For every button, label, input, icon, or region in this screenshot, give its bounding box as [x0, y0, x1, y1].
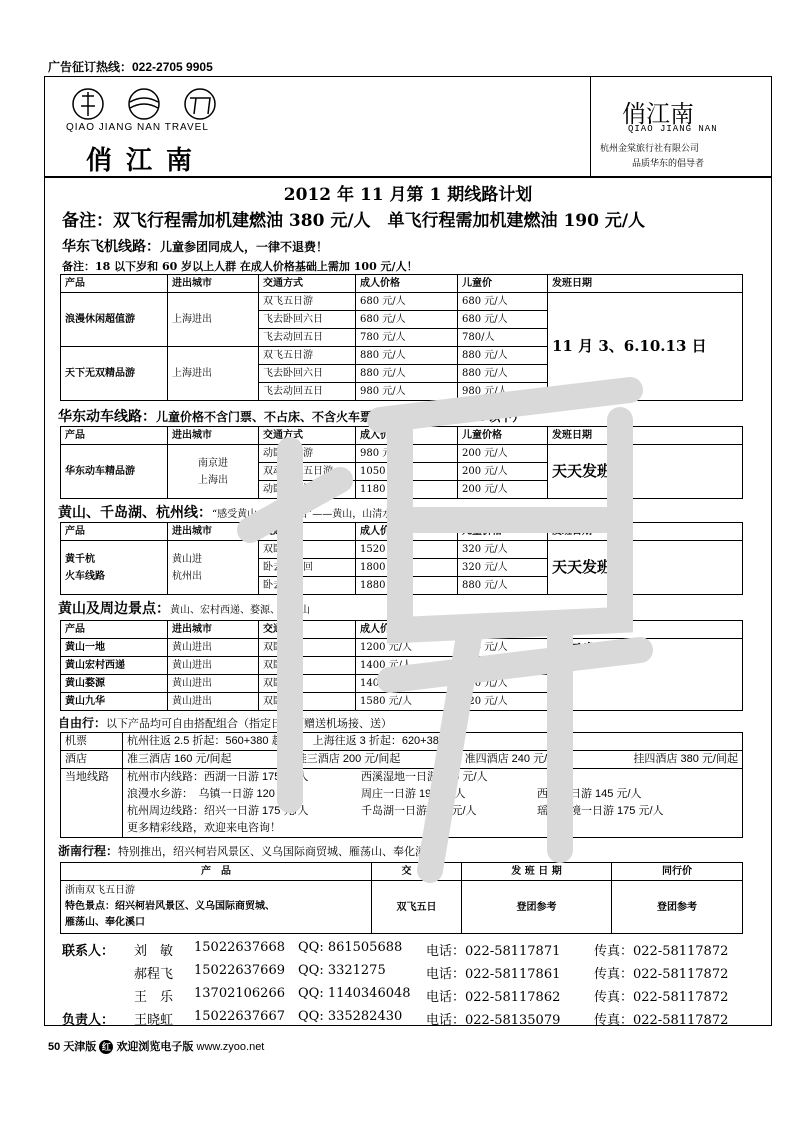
ticket-label: 机票 — [61, 733, 123, 751]
contact-role — [62, 963, 134, 982]
hotel-item: 挂三酒店 200 元/间起 — [295, 753, 401, 765]
contact-mobile: 15022637667 — [194, 1009, 285, 1024]
edition: 天津版 — [63, 1041, 97, 1053]
col-price: 同行价 — [612, 863, 743, 881]
flight-table — [60, 274, 743, 401]
departure-date: 登团参考 — [462, 881, 612, 934]
company-name: 杭州金棠旅行社有限公司 — [600, 144, 700, 154]
contact-role: 负责人： — [62, 1013, 115, 1028]
flight-heading-note: 儿童参团同成人，一律不退费！ — [160, 240, 329, 254]
local-line — [361, 820, 537, 837]
huangshan-heading — [58, 502, 552, 522]
adult-price: 880 元/人 — [356, 347, 458, 365]
child-price: 320 元/人 — [458, 559, 548, 577]
adult-price: 1050 元/人 — [356, 463, 458, 481]
local-line: 西溪湿地一日游 165 元/人 — [361, 771, 488, 783]
col-product: 产品 — [61, 621, 168, 639]
col-transport: 交通方式 — [259, 621, 356, 639]
contact-mobile: 13702106266 — [194, 986, 285, 1001]
free-heading-title: 自由行： — [58, 716, 107, 730]
col-adult: 成人价格 — [356, 621, 458, 639]
col-date: 发班日期 — [548, 621, 743, 639]
transport: 双飞五日游 — [259, 347, 356, 365]
contact-name: 郝程飞 — [134, 967, 174, 982]
adult-price: 1200 元/人 — [356, 639, 458, 657]
adult-price: 1880 元/人 — [356, 577, 458, 595]
col-transport: 交 通 — [372, 863, 462, 881]
flight-heading-title: 华东飞机线路： — [62, 239, 160, 255]
col-date: 发班日期 — [548, 427, 743, 445]
contact-fax: 传真：022-58117872 — [594, 944, 729, 959]
around-table — [60, 620, 743, 711]
header-divider — [590, 76, 591, 176]
city: 黄山进出 — [168, 675, 259, 693]
table-row — [61, 733, 743, 751]
contacts — [62, 940, 734, 1028]
transport: 双飞五日游 — [259, 293, 356, 311]
transport: 飞去动回五日 — [259, 329, 356, 347]
col-adult: 成人价格 — [356, 427, 458, 445]
logo-chinese: 俏江南 — [86, 146, 207, 176]
transport: 飞去卧回六日 — [259, 311, 356, 329]
page-title: 2012 年 11 月第 1 期线路计划 — [283, 185, 533, 205]
transport: 双动动车五日游 — [259, 463, 356, 481]
train-heading — [58, 406, 524, 426]
adult-price: 1580 元/人 — [356, 693, 458, 711]
huangshan-heading-note: “感受黄山，天下无山”——黄山，山清水秀洞奇石怪的天下第一湖——千岛湖 — [212, 509, 553, 520]
free-heading — [58, 714, 392, 731]
child-price: 200 元/人 — [458, 481, 548, 499]
contact-qq: QQ: 3321275 — [298, 963, 386, 978]
zhenan-heading-note: 特别推出，绍兴柯岩风景区、义乌国际商贸城、雁荡山、奉化溪口 — [118, 845, 438, 858]
city: 上海进出 — [168, 293, 259, 347]
local-line: 更多精彩线路，欢迎来电咨询！ — [127, 822, 281, 834]
adult-price: 1400 元/人 — [356, 675, 458, 693]
col-transport: 交通方式 — [259, 523, 356, 541]
adult-price: 680 元/人 — [356, 293, 458, 311]
adult-price: 880 元/人 — [356, 365, 458, 383]
flight-heading — [62, 236, 328, 256]
child-price: 320 元/人 — [458, 541, 548, 559]
contact-name: 刘 敏 — [134, 944, 174, 959]
brand-name: 俏江南 — [622, 100, 694, 128]
transport: 动卧六日游 — [259, 445, 356, 463]
city: 黄山进出 — [168, 639, 259, 657]
adult-price: 680 元/人 — [356, 311, 458, 329]
train-heading-title: 华东动车线路： — [58, 409, 156, 425]
local-line — [537, 820, 738, 837]
child-price: 680 元/人 — [458, 311, 548, 329]
col-child: 儿童价 — [458, 275, 548, 293]
city-out: 杭州出 — [172, 570, 202, 582]
child-price: 320 元/人 — [458, 657, 548, 675]
table-row — [61, 769, 743, 838]
logo-english: QIAO JIANG NAN TRAVEL — [66, 122, 209, 133]
col-city: 进出城市 — [168, 275, 259, 293]
city-in: 黄山进 — [172, 553, 202, 565]
child-price: 320 元/人 — [458, 693, 548, 711]
col-city: 进出城市 — [168, 523, 259, 541]
around-heading — [58, 598, 310, 618]
brand-english: QIAO JIANG NAN — [628, 124, 718, 134]
adult-price: 1800 元/人 — [356, 559, 458, 577]
product-name: 浪漫休闲超值游 — [61, 293, 168, 347]
page-number: 50 — [48, 1041, 61, 1053]
free-heading-note: 以下产品均可自由搭配组合（指定日期可赠送机场接、送） — [106, 717, 393, 730]
product-line1: 黄千杭 — [65, 553, 95, 565]
contact-tel: 电话：022-58117862 — [426, 990, 561, 1005]
transport: 卧去飞回 — [259, 577, 356, 595]
contact-role: 联系人： — [62, 944, 115, 959]
product-desc: 特色景点：绍兴柯岩风景区、义乌国际商贸城、 — [65, 901, 275, 912]
departure-dates: 11 月 3、6.10.13 日 — [548, 293, 743, 401]
adult-price: 980 元/人 — [356, 445, 458, 463]
city: 上海进出 — [168, 347, 259, 401]
zhenan-table — [60, 862, 743, 934]
col-child: 儿童价格 — [458, 427, 548, 445]
hotel-item: 挂四酒店 380 元/间起 — [633, 753, 738, 765]
transport: 动卧五日游 — [259, 481, 356, 499]
local-line: 西塘一日游 145 元/人 — [537, 788, 642, 800]
local-line: 瑶琳仙境一日游 175 元/人 — [537, 805, 664, 817]
train-heading-note: 儿童价格不含门票、不占床、不含火车票（儿童身高 120CM 以下） — [156, 410, 525, 424]
contact-name: 王 乐 — [134, 990, 174, 1005]
contact-tel: 电话：022-58135079 — [426, 1013, 561, 1028]
city: 黄山进出 — [168, 693, 259, 711]
child-price: 320 元/人 — [458, 639, 548, 657]
adult-price: 1400 元/人 — [356, 657, 458, 675]
col-city: 进出城市 — [168, 427, 259, 445]
product-name: 黄山婺源 — [61, 675, 168, 693]
flight-remark: 备注：18 以下岁和 60 岁以上人群 在成人价格基础上需加 100 元/人！ — [62, 260, 418, 273]
transport: 双卧五日 — [259, 657, 356, 675]
badge-icon: 红 — [99, 1040, 113, 1054]
train-table — [60, 426, 743, 499]
contact-qq: QQ: 1140346048 — [298, 986, 411, 1001]
table-row — [61, 639, 743, 657]
local-line: 杭州市内线路：西湖一日游 175 元/人 — [127, 771, 309, 783]
transport: 飞去动回五日 — [259, 383, 356, 401]
child-price: 680 元/人 — [458, 293, 548, 311]
child-price: 780/人 — [458, 329, 548, 347]
departure-dates: 天天发班 — [548, 445, 743, 499]
around-heading-note: 黄山、宏村西递、婺源、九华山 — [170, 605, 310, 616]
table-row — [61, 445, 743, 463]
child-price: 880 元/人 — [458, 577, 548, 595]
product-name: 浙南双飞五日游 — [65, 885, 135, 896]
contact-mobile: 15022637669 — [194, 963, 285, 978]
col-date: 发 班 日 期 — [462, 863, 612, 881]
transport: 飞去卧回六日 — [259, 365, 356, 383]
ad-hotline: 广告征订热线：022-2705 9905 — [48, 60, 213, 74]
col-product: 产品 — [61, 523, 168, 541]
slogan: 品质华东的倡导者 — [632, 159, 705, 169]
col-adult: 成人价格 — [356, 275, 458, 293]
city — [168, 541, 259, 595]
local-line: 周庄一日游 198 元/人 — [361, 788, 466, 800]
product-name: 天下无双精品游 — [61, 347, 168, 401]
header-rule — [44, 176, 772, 178]
local-line — [537, 769, 738, 786]
product-name: 华东动车精品游 — [61, 445, 168, 499]
transport: 双卧五日 — [259, 639, 356, 657]
adult-price: 980 元/人 — [356, 383, 458, 401]
child-price: 880 元/人 — [458, 365, 548, 383]
transport: 双卧五日 — [259, 675, 356, 693]
ticket-shanghai: 上海往返 3 折起：620+380 起 — [312, 735, 460, 747]
col-product: 产品 — [61, 275, 168, 293]
col-product: 产品 — [61, 427, 168, 445]
contact-qq: QQ: 861505688 — [298, 940, 403, 955]
contact-fax: 传真：022-58117872 — [594, 967, 729, 982]
col-transport: 交通方式 — [259, 275, 356, 293]
transport: 卧去高铁回 — [259, 559, 356, 577]
around-heading-title: 黄山及周边景点： — [58, 601, 170, 617]
departure-dates: 天天发班 — [548, 639, 743, 711]
welcome-text: 欢迎浏览电子版 — [116, 1041, 194, 1053]
city — [168, 445, 259, 499]
product-desc: 雁荡山、奉化溪口 — [65, 917, 145, 928]
table-row — [61, 751, 743, 769]
hotel-item: 准四酒店 240 元/间起 — [464, 753, 570, 765]
logo-icon — [70, 86, 220, 122]
ticket-hangzhou: 杭州往返 2.5 折起：560+380 起 — [127, 735, 283, 747]
city-in: 南京进 — [198, 457, 228, 469]
col-product: 产 品 — [61, 863, 372, 881]
child-price: 980 元/人 — [458, 383, 548, 401]
contact-fax: 传真：022-58117872 — [594, 1013, 729, 1028]
city-out: 上海出 — [198, 474, 228, 486]
zhenan-heading-title: 浙南行程： — [58, 844, 119, 858]
col-date: 发班日期 — [548, 275, 743, 293]
table-row — [61, 293, 743, 311]
product-name: 黄山一地 — [61, 639, 168, 657]
contact-role — [62, 986, 134, 1005]
contact-tel: 电话：022-58117871 — [426, 944, 561, 959]
free-table — [60, 732, 743, 838]
product-line2: 火车线路 — [65, 570, 105, 582]
contact-tel: 电话：022-58117861 — [426, 967, 561, 982]
transport: 双卧六日 — [259, 541, 356, 559]
hotel-item: 准三酒店 160 元/间起 — [127, 753, 232, 765]
contact-mobile: 15022637668 — [194, 940, 285, 955]
product-name: 黄山宏村西递 — [61, 657, 168, 675]
fuel-notice: 备注：双飞行程需加机建燃油 380 元/人 单飞行程需加机建燃油 190 元/人 — [62, 211, 646, 231]
local-line: 浪漫水乡游： 乌镇一日游 120 元/人 — [127, 788, 304, 800]
contact-name: 王晓虹 — [134, 1013, 174, 1028]
site-link[interactable]: www.zyoo.net — [196, 1041, 265, 1053]
child-price: 200 元/人 — [458, 445, 548, 463]
col-child: 儿童价格 — [458, 523, 548, 541]
huangshan-table — [60, 522, 743, 595]
col-transport: 交通方式 — [259, 427, 356, 445]
departure-dates: 天天发班 — [548, 541, 743, 595]
transport: 双飞五日 — [372, 881, 462, 934]
adult-price: 1180 元/人 — [356, 481, 458, 499]
child-price: 320 元/人 — [458, 675, 548, 693]
child-price: 880 元/人 — [458, 347, 548, 365]
city: 黄山进出 — [168, 657, 259, 675]
huangshan-heading-title: 黄山、千岛湖、杭州线： — [58, 505, 212, 521]
table-row — [61, 881, 743, 934]
col-date: 发班日期 — [548, 523, 743, 541]
hotel-label: 酒店 — [61, 751, 123, 769]
zhenan-heading — [58, 842, 437, 859]
child-price: 200 元/人 — [458, 463, 548, 481]
footer — [48, 1038, 264, 1054]
product-name: 黄山九华 — [61, 693, 168, 711]
table-row — [61, 541, 743, 559]
local-line: 千岛湖一日游 288 元/人 — [361, 805, 477, 817]
col-adult: 成人价格 — [356, 523, 458, 541]
contact-fax: 传真：022-58117872 — [594, 990, 729, 1005]
group-price: 登团参考 — [612, 881, 743, 934]
contact-qq: QQ: 335282430 — [298, 1009, 403, 1024]
adult-price: 1520 元/人 — [356, 541, 458, 559]
col-city: 进出城市 — [168, 621, 259, 639]
col-child: 儿童价格 — [458, 621, 548, 639]
adult-price: 780 元/人 — [356, 329, 458, 347]
transport: 双卧六日 — [259, 693, 356, 711]
local-label: 当地线路 — [61, 769, 123, 838]
product-name — [61, 541, 168, 595]
local-line: 杭州周边线路：绍兴一日游 175 元/人 — [127, 805, 309, 817]
